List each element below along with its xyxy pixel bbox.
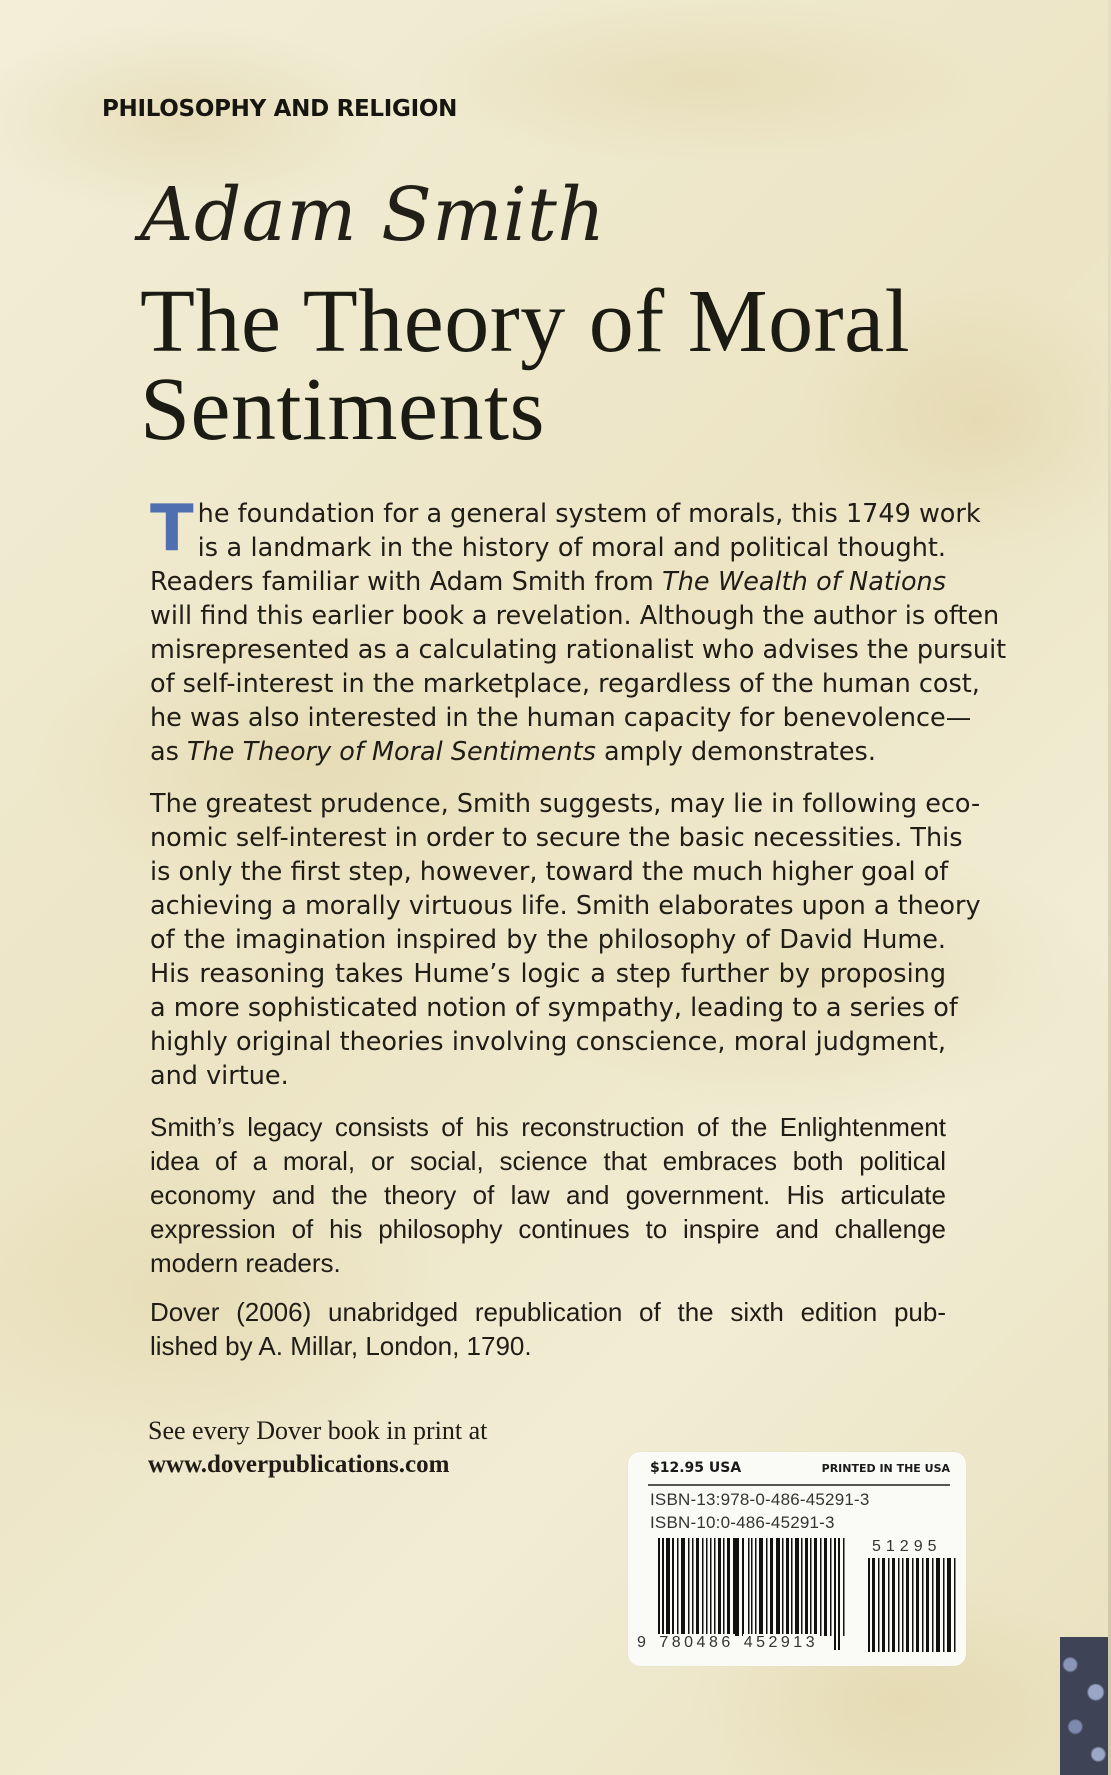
text-line: expression of his philosophy continues to inspire and challenge: [150, 1214, 946, 1244]
text-line: he foundation for a general system of morals, this 1749 work: [197, 499, 981, 529]
barcode-label: [628, 1452, 966, 1666]
drop-cap: T: [150, 492, 194, 566]
barcode-digits: [636, 1634, 819, 1652]
text-line: modern readers.: [150, 1248, 341, 1278]
text-run: Readers familiar with Adam Smith from: [150, 567, 663, 597]
isbn-10: ISBN-10:0-486-45291-3: [650, 1513, 835, 1532]
text-line: idea of a moral, or social, science that embraces both political: [150, 1146, 946, 1176]
book-title-line-1: The Theory of Moral: [140, 272, 911, 371]
barcode-digits-left: 780486: [659, 1634, 734, 1651]
text-line: economy and the theory of law and government. His articulate: [150, 1180, 946, 1210]
text-line: Smith’s legacy consists of his reconstruction of the Enlightenment: [150, 1112, 946, 1142]
divider: [648, 1484, 950, 1486]
book-title: [140, 272, 1000, 459]
description-paragraph-1: [150, 492, 1007, 769]
publisher-url: www.doverpublications.com: [148, 1451, 450, 1478]
text-line: a more sophisticated notion of sympathy, leading to a series of: [150, 993, 958, 1023]
barcode-addon-number: 51295: [872, 1538, 942, 1555]
text-line: of the imagination inspired by the philosophy of David Hume.: [150, 925, 946, 955]
isbn-13: ISBN-13:978-0-486-45291-3: [650, 1490, 870, 1509]
text-line: will find this earlier book a revelation. Although the author is often: [150, 601, 1000, 631]
barcode-digits-right: 452913: [743, 1634, 819, 1651]
description-paragraph-2: [150, 787, 981, 1093]
printed-in-label: PRINTED IN THE USA: [821, 1462, 950, 1475]
description-paragraph-3: [150, 1110, 946, 1280]
text-line: [150, 565, 946, 599]
publisher-promo-text: See every Dover book in print at: [148, 1416, 488, 1445]
text-line: misrepresented as a calculating rationalist who advises the pursuit: [150, 635, 1007, 665]
text-line: His reasoning takes Hume’s logic a step further by proposing: [150, 959, 946, 989]
text-run: amply demonstrates.: [595, 737, 876, 767]
text-run: as: [150, 737, 188, 767]
barcode-addon-icon: [866, 1558, 962, 1652]
text-line: nomic self-interest in order to secure the basic necessities. This: [150, 823, 963, 853]
text-line: The greatest prudence, Smith suggests, may lie in following eco-: [150, 789, 981, 819]
text-line: and virtue.: [150, 1061, 289, 1091]
publisher-promo: [148, 1414, 487, 1482]
price-label: $12.95 USA: [650, 1460, 742, 1476]
book-title-line-2: Sentiments: [140, 360, 545, 459]
text-line: is a landmark in the history of moral and political thought.: [197, 533, 946, 563]
text-line: highly original theories involving conscience, moral judgment,: [150, 1027, 946, 1057]
text-line: achieving a morally virtuous life. Smith elaborates upon a theory: [150, 891, 981, 921]
background-surface-corner: [1060, 1637, 1111, 1775]
text-line: [150, 735, 946, 769]
text-line: is only the first step, however, toward the much higher goal of: [150, 857, 949, 887]
text-line: Dover (2006) unabridged republication of the sixth edition pub-: [150, 1297, 946, 1327]
book-reference-moral-sentiments: The Theory of Moral Sentiments: [187, 737, 596, 767]
barcode-digit-prefix: 9: [637, 1634, 650, 1651]
author-name: Adam Smith: [140, 172, 606, 258]
book-reference-wealth-of-nations: The Wealth of Nations: [662, 567, 946, 597]
text-line: of self-interest in the marketplace, regardless of the human cost,: [150, 669, 980, 699]
category-label: PHILOSOPHY AND RELIGION: [102, 96, 458, 122]
text-line: he was also interested in the human capacity for benevolence—: [150, 703, 972, 733]
text-line: lished by A. Millar, London, 1790.: [150, 1331, 532, 1361]
edition-note: [150, 1295, 946, 1363]
